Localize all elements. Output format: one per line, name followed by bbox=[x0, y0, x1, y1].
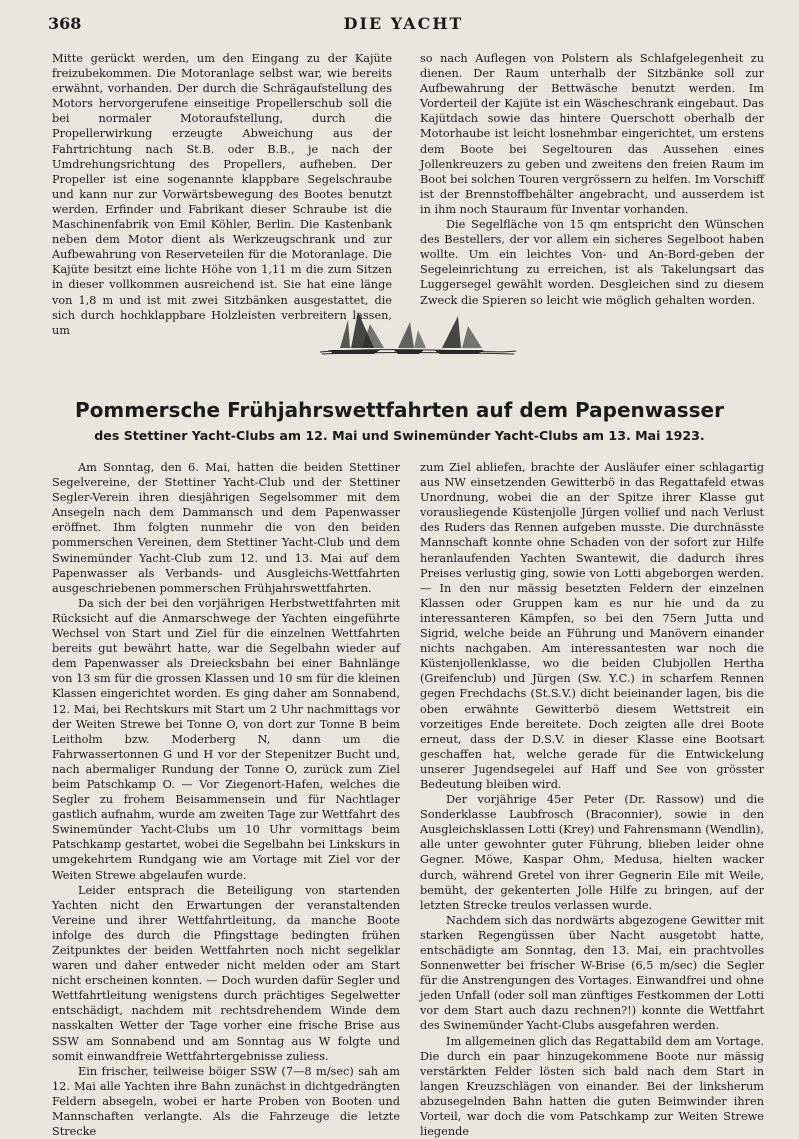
top-left-column bbox=[52, 51, 392, 338]
page-header bbox=[48, 14, 759, 38]
paragraph: Der vorjährige 45er Peter (Dr. Rassow) und die Sonderklasse Laubfrosch (Braconnier), sowie in den Ausgleichsklassen Lotti (Krey) und Fahrensmann (Wendlin), alle unter gewohnter guter Führung, blieben leider ohne Gegner. Möwe, Kaspar Ohm, Medusa, hielten wacker durch, während Gretel von ihrer Gegnerin Eile mit Weile, bemüht, der gekenterten Jolle Hilfe zu bringen, auf der letzten Strecke treulos verlassen wurde. bbox=[420, 793, 765, 912]
sailing-boats-vignette-icon bbox=[318, 308, 518, 360]
paragraph: zum Ziel abliefen, brachte der Ausläufer einer schlagartig aus NW einsetzenden Gewitterbö in das Regattafeld etwas Unordnung, wobei die an der Spitze ihrer Klasse gut vorausliegende Küstenjolle Jürgen vollief und nach Verlust des Ruders das Rennen aufgeben musste. Die durchnässte Mannschaft konnte ohne Schaden von der sofort zur Hilfe heranlaufenden Yachten Swantewit, die dadurch ihres Preises verlustig ging, sowie von Lotti abgeborgen werden. — In den nur mässig besetzten Feldern der einzelnen Klassen oder Gruppen kam es nur hie und da zu interessanteren Kämpfen, so bei den 75ern Jutta und Sigrid, welche beide an Führung und Manövern einander nichts nachgaben. Am interessantesten war noch die Küstenjollenklasse, wo die beiden Clubjollen Hertha (Greifenclub) und Jürgen (Sw. Y.C.) in scharfem Rennen gegen Frechdachs (St.S.V.) dicht beieinander lagen, bis die oben erwähnte Gewitterbö diesem Wettstreit ein vorzeitiges Ende bereitete. Doch zeigten alle drei Boote erneut, dass der D.S.V. in dieser Klasse eine Bootsart geschaffen hat, welche gerade für die Entwickelung unserer Jugendsegelei auf Haff und See von grösster Bedeutung bleiben wird. bbox=[420, 461, 764, 791]
article-title: Pommersche Frühjahrswettfahrten auf dem Papenwasser bbox=[75, 398, 724, 422]
running-title: DIE YACHT bbox=[343, 14, 464, 33]
boat-right bbox=[434, 316, 484, 354]
paragraph: Am Sonntag, den 6. Mai, hatten die beiden Stettiner Segelvereine, der Stettiner Yacht-Club und der Stettiner Segler-Verein ihren diesjährigen Segelsommer mit dem Ansegeln nach dem Dammansch und dem Papenwasser eröffnet. Ihm folgten nunmehr die von den beiden pommerschen Vereinen, dem Stettiner Yacht-Club und dem Swinemünder Yacht-Club zum 12. und 13. Mai auf dem Papenwasser als Verbands- und Ausgleichs-Wettfahrten ausgeschriebenen pommerschen Frühjahrswettfahrten. bbox=[52, 461, 400, 595]
paragraph: Nachdem sich das nordwärts abgezogene Gewitter mit starken Regengüssen über Nacht ausgetobt hatte, entschädigte am Sonntag, den 13. Mai, ein prachtvolles Sonnenwetter bei frischer W-Brise (6,5 m/sec) die Segler für die Anstrengungen des Vortages. Einwandfrei und ohne jeden Unfall (oder soll man zünftiges Festkommen der Lotti vor dem Start auch dazu rechnen?!) konnte die Wettfahrt des Swinemünder Yacht-Clubs ausgefahren werden. bbox=[420, 913, 764, 1033]
paragraph: Da sich der bei den vorjährigen Herbstwettfahrten mit Rücksicht auf die Anmarschwege der Yachten eingeführte Wechsel von Start und Ziel für die einzelnen Wettfahrten bereits gut bewährt hatte, war die Segelbahn wieder auf dem Papenwasser als Dreiecksbahn bei einer Bahnlänge von 13 sm für die grossen Klassen und 10 sm für die kleinen Klassen eingerichtet worden. Es ging daher am Sonnabend, 12. Mai, bei Rechtskurs mit Start um 2 Uhr nachmittags vor der Weiten Strewe bei Tonne O, von dort zur Tonne B beim Leitholm bzw. Moderberg N, dann um die Fahrwassertonnen G und H vor der Stepenitzer Bucht und, nach abermaliger Rundung der Tonne O, zurück zum Ziel beim Patschkamp O. — Vor Ziegenort-Hafen, welches die Segler zu frohem Beisammensein und für Nachtlager gastlich aufnahm, wurde am zweiten Tage zur Wettfahrt des Swinemünder Yacht-Clubs um 10 Uhr vormittags beim Patschkamp gestartet, wobei die Segelbahn bei Linkskurs in umgekehrtem Rundgang wie am Vortage mit Ziel vor der Weiten Strewe abgelaufen wurde. bbox=[52, 596, 400, 882]
bottom-right-column bbox=[420, 460, 764, 1139]
page-number: 368 bbox=[48, 14, 82, 33]
bottom-left-column bbox=[52, 460, 400, 1139]
paragraph: so nach Auflegen von Polstern als Schlafgelegenheit zu dienen. Der Raum unterhalb der Sitzbänke soll zur Aufbewahrung der Bettwäsche benutzt werden. Im Vorderteil der Kajüte ist ein Wäscheschrank eingebaut. Das Kajütdach sowie das hintere Querschott oberhalb der Motorhaube ist leicht losnehmbar eingerichtet, um erstens dem Boote bei Segeltouren das Aussehen eines Jollenkreuzers zu geben und zweitens den freien Raum im Boot bei solchen Touren vergrössern zu helfen. Im Vorschiff ist der Brennstoffbehälter angebracht, und ausserdem ist in ihm noch Stauraum für Inventar vorhanden. bbox=[420, 52, 764, 216]
paragraph: Mitte gerückt werden, um den Eingang zu der Kajüte freizubekommen. Die Motoranlage selbst war, wie bereits erwähnt, vorhanden. Der durch die Schrägaufstellung des Motors hervorgerufene einseitige Propellerschub soll die bei normaler Motoraufstellung, durch die Propellerwirkung erzeugte Abweichung aus der Fahrtrichtung nach St.B. oder B.B., je nach der Umdrehungsrichtung des Propellers, aufheben. Der Propeller ist eine sogenannte klappbare Segelschraube und kann nur zur Vorwärtsbewegung des Bootes benutzt werden. Erfinder und Fabrikant dieser Schraube ist die Maschinenfabrik von Emil Köhler, Berlin. Die Kastenbank neben dem Motor dient als Werkzeugschrank und zur Aufbewahrung von Reserveteilen für die Motoranlage. Die Kajüte besitzt eine lichte Höhe von 1,11 m die zum Sitzen in dieser vollkommen ausreichend ist. Sie hat eine länge von 1,8 m und ist mit zwei Sitzbänken ausgestattet, die sich durch hochklappbare Holzleisten verbreitern lassen, um bbox=[52, 52, 392, 337]
paragraph: Im allgemeinen glich das Regattabild dem am Vortage. Die durch ein paar hinzugekommene Boote nur mässig verstärkten Felder lösten sich bald nach dem Start in langen Kreuzschlägen von einander. Bei der linksherum abzusegelnden Bahn hatten die guten Beimwinder ihren Vorteil, war doch die vom Patschkamp zur Weiten Strewe liegende bbox=[420, 1034, 764, 1139]
article-subtitle: des Stettiner Yacht-Clubs am 12. Mai und Swinemünder Yacht-Clubs am 13. Mai 1923. bbox=[94, 428, 705, 443]
paragraph: Leider entsprach die Beteiligung von startenden Yachten nicht den Erwartungen der veranstaltenden Vereine und ihrer Wettfahrtleitung, da manche Boote infolge des durch die Pfingsttage bedingten frühen Zeitpunktes der beiden Wettfahrten noch nicht segelklar waren und daher entweder nicht melden oder am Start nicht erscheinen konnten. — Doch wurden dafür Segler und Wettfahrtleitung wenigstens durch prächtiges Segelwetter entschädigt, nachdem mit rechtsdrehendem Winde dem nasskalten Wetter der Tage vorher eine frische Brise aus SSW am Sonnabend und am Sonntag aus W folgte und somit einwandfreie Wettfahrtergebnisse zuliess. bbox=[52, 883, 400, 1063]
paragraph: Ein frischer, teilweise böiger SSW (7—8 m/sec) sah am 12. Mai alle Yachten ihre Bahn zunächst in dichtgedrängten Feldern absegeln, wobei er harte Proben von Booten und Mannschaften verlangte. Als die Fahrzeuge die letzte Strecke bbox=[52, 1064, 400, 1139]
paragraph: Die Segelfläche von 15 qm entspricht den Wünschen des Bestellers, der vor allem ein sicheres Segelboot haben wollte. Um ein leichtes Von- und An-Bord-geben der Segeleinrichtung zu erreichen, ist als Takelungsart das Luggersegel gewählt worden. Desgleichen sind zu diesem Zweck die Spieren so leicht wie möglich gehalten worden. bbox=[420, 218, 764, 307]
top-right-column bbox=[420, 51, 764, 308]
boat-left bbox=[328, 312, 384, 354]
